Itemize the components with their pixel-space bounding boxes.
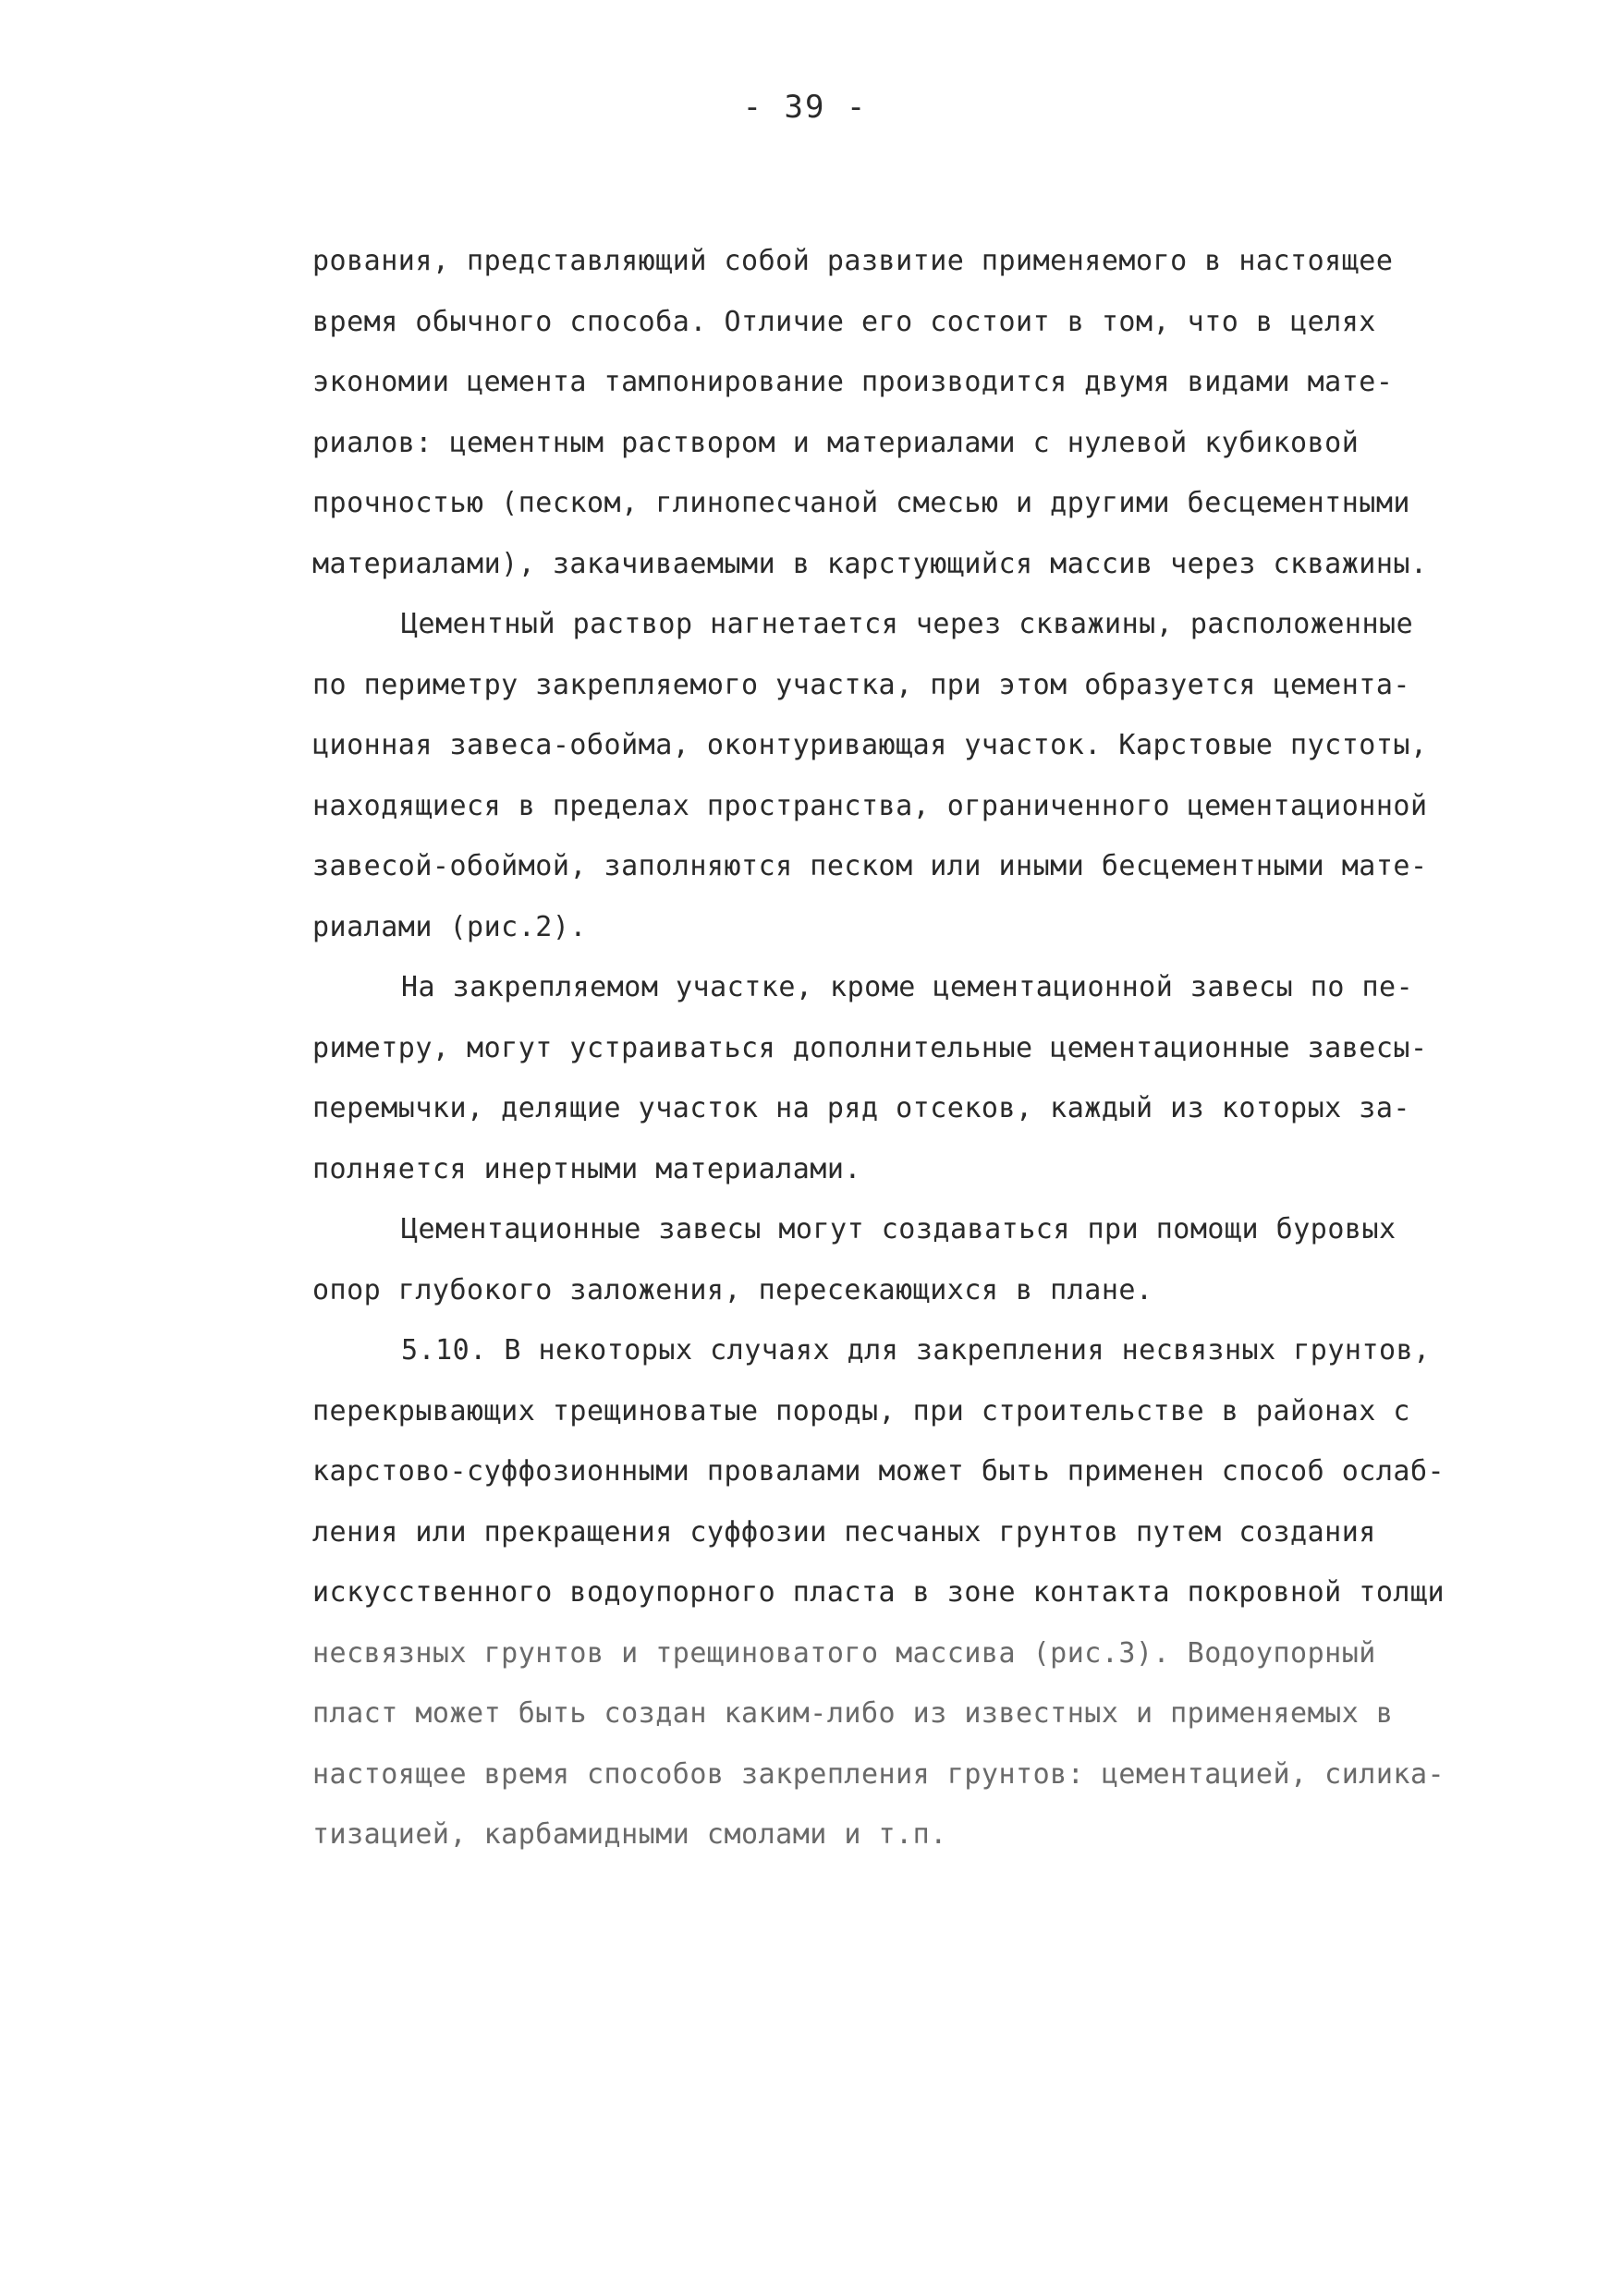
text-line: искусственного водоупорного пласта в зоне контакта покровной толщи bbox=[312, 1576, 1445, 1609]
text-line: пласт может быть создан каким-либо из известных и применяемых в bbox=[312, 1697, 1394, 1730]
text-line: по периметру закрепляемого участка, при этом образуется цемента- bbox=[312, 668, 1410, 701]
text-line: риалами (рис.2). bbox=[312, 910, 587, 943]
text-line: завесой-обоймой, заполняются песком или иными бесцементными мате- bbox=[312, 850, 1428, 882]
text-line: тизацией, карбамидными смолами и т.п. bbox=[312, 1818, 947, 1851]
text-line: На закрепляемом участке, кроме цементационной завесы по пе- bbox=[401, 971, 1414, 1003]
text-line: полняется инертными материалами. bbox=[312, 1152, 861, 1185]
text-line: опор глубокого заложения, пересекающихся в плане. bbox=[312, 1273, 1153, 1306]
text-line: находящиеся в пределах пространства, ограниченного цементационной bbox=[312, 789, 1428, 822]
text-line: Цементный раствор нагнетается через скважины, расположенные bbox=[401, 608, 1414, 640]
text-line: ления или прекращения суффозии песчаных грунтов путем создания bbox=[312, 1515, 1376, 1549]
text-line: риалов: цементным раствором и материалами с нулевой кубиковой bbox=[312, 426, 1360, 459]
text-line: ционная завеса-обойма, оконтуривающая участок. Карстовые пустоты, bbox=[312, 729, 1428, 761]
text-line: настоящее время способов закрепления грунтов: цементацией, силика- bbox=[312, 1757, 1445, 1791]
text-line: карстово-суффозионными провалами может быть применен способ ослаб- bbox=[312, 1455, 1445, 1488]
text-line: перекрывающих трещиноватые породы, при строительстве в районах с bbox=[312, 1394, 1410, 1427]
text-line: прочностью (песком, глинопесчаной смесью и другими бесцементными bbox=[312, 487, 1410, 519]
page-number: - 39 - bbox=[742, 89, 868, 126]
text-line: риметру, могут устраиваться дополнительные цементационные завесы- bbox=[312, 1031, 1428, 1064]
text-line: несвязных грунтов и трещиноватого массива (рис.3). Водоупорный bbox=[312, 1636, 1376, 1670]
text-line: экономии цемента тампонирование производится двумя видами мате- bbox=[312, 366, 1394, 398]
body-text bbox=[312, 231, 1514, 1865]
text-line: перемычки, делящие участок на ряд отсеков, каждый из которых за- bbox=[312, 1092, 1410, 1124]
text-line: материалами), закачиваемыми в карстующийся массив через скважины. bbox=[312, 547, 1428, 580]
text-line: рования, представляющий собой развитие применяемого в настоящее bbox=[312, 245, 1394, 277]
text-line: время обычного способа. Отличие его состоит в том, что в целях bbox=[312, 305, 1376, 338]
text-line: Цементационные завесы могут создаваться при помощи буровых bbox=[401, 1213, 1397, 1245]
text-line: 5.10. В некоторых случаях для закрепления несвязных грунтов, bbox=[401, 1334, 1431, 1367]
